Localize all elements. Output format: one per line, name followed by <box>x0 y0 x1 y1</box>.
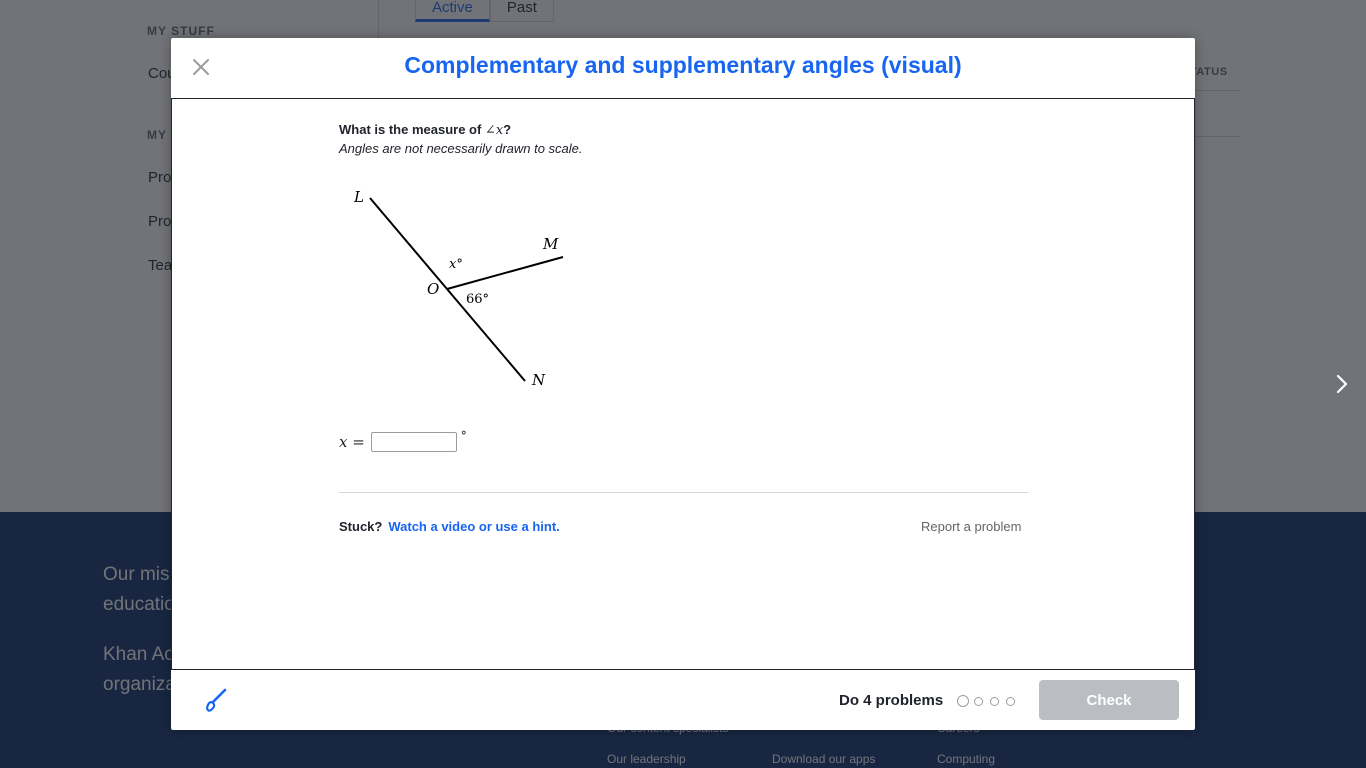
answer-row <box>339 431 467 453</box>
point-label-n: N <box>532 371 546 389</box>
hint-link[interactable]: Watch a video or use a hint. <box>388 519 560 534</box>
progress-dot <box>1006 697 1015 706</box>
modal-header <box>171 38 1195 99</box>
scale-note: Angles are not necessarily drawn to scale. <box>339 141 583 156</box>
stuck-label: Stuck? <box>339 519 383 534</box>
point-label-l: L <box>354 188 364 206</box>
question-prefix: What is the measure of <box>339 122 485 137</box>
check-button[interactable]: Check <box>1039 680 1179 720</box>
angle-figure <box>339 184 579 399</box>
line-lo <box>370 198 447 289</box>
exercise-modal <box>171 38 1195 730</box>
problem-count-label: Do 4 problems <box>839 692 944 709</box>
ray-om <box>447 257 563 289</box>
divider <box>339 492 1028 493</box>
point-label-m: M <box>543 235 559 253</box>
answer-label: x = <box>339 433 365 451</box>
angle-label-66: 66° <box>466 292 490 307</box>
report-problem-link[interactable]: Report a problem <box>921 519 1022 534</box>
progress-dot <box>990 697 999 706</box>
answer-input[interactable] <box>371 432 457 452</box>
progress-dot <box>957 695 969 707</box>
progress-dots <box>957 695 1022 707</box>
exercise-body <box>171 99 1195 670</box>
progress-dot <box>974 697 983 706</box>
point-label-o: O <box>427 280 440 298</box>
scratchpad-icon[interactable] <box>203 686 231 714</box>
degree-sign: ° <box>460 429 467 443</box>
modal-footer <box>171 670 1195 730</box>
question-text <box>339 122 511 138</box>
angle-label-x: x° <box>449 257 463 272</box>
question-suffix: ? <box>503 122 512 137</box>
question-math: ∠x <box>484 123 504 138</box>
hint-row <box>339 519 560 534</box>
chevron-right-icon[interactable] <box>1330 372 1354 396</box>
exercise-title: Complementary and supplementary angles (visual) <box>404 52 962 78</box>
